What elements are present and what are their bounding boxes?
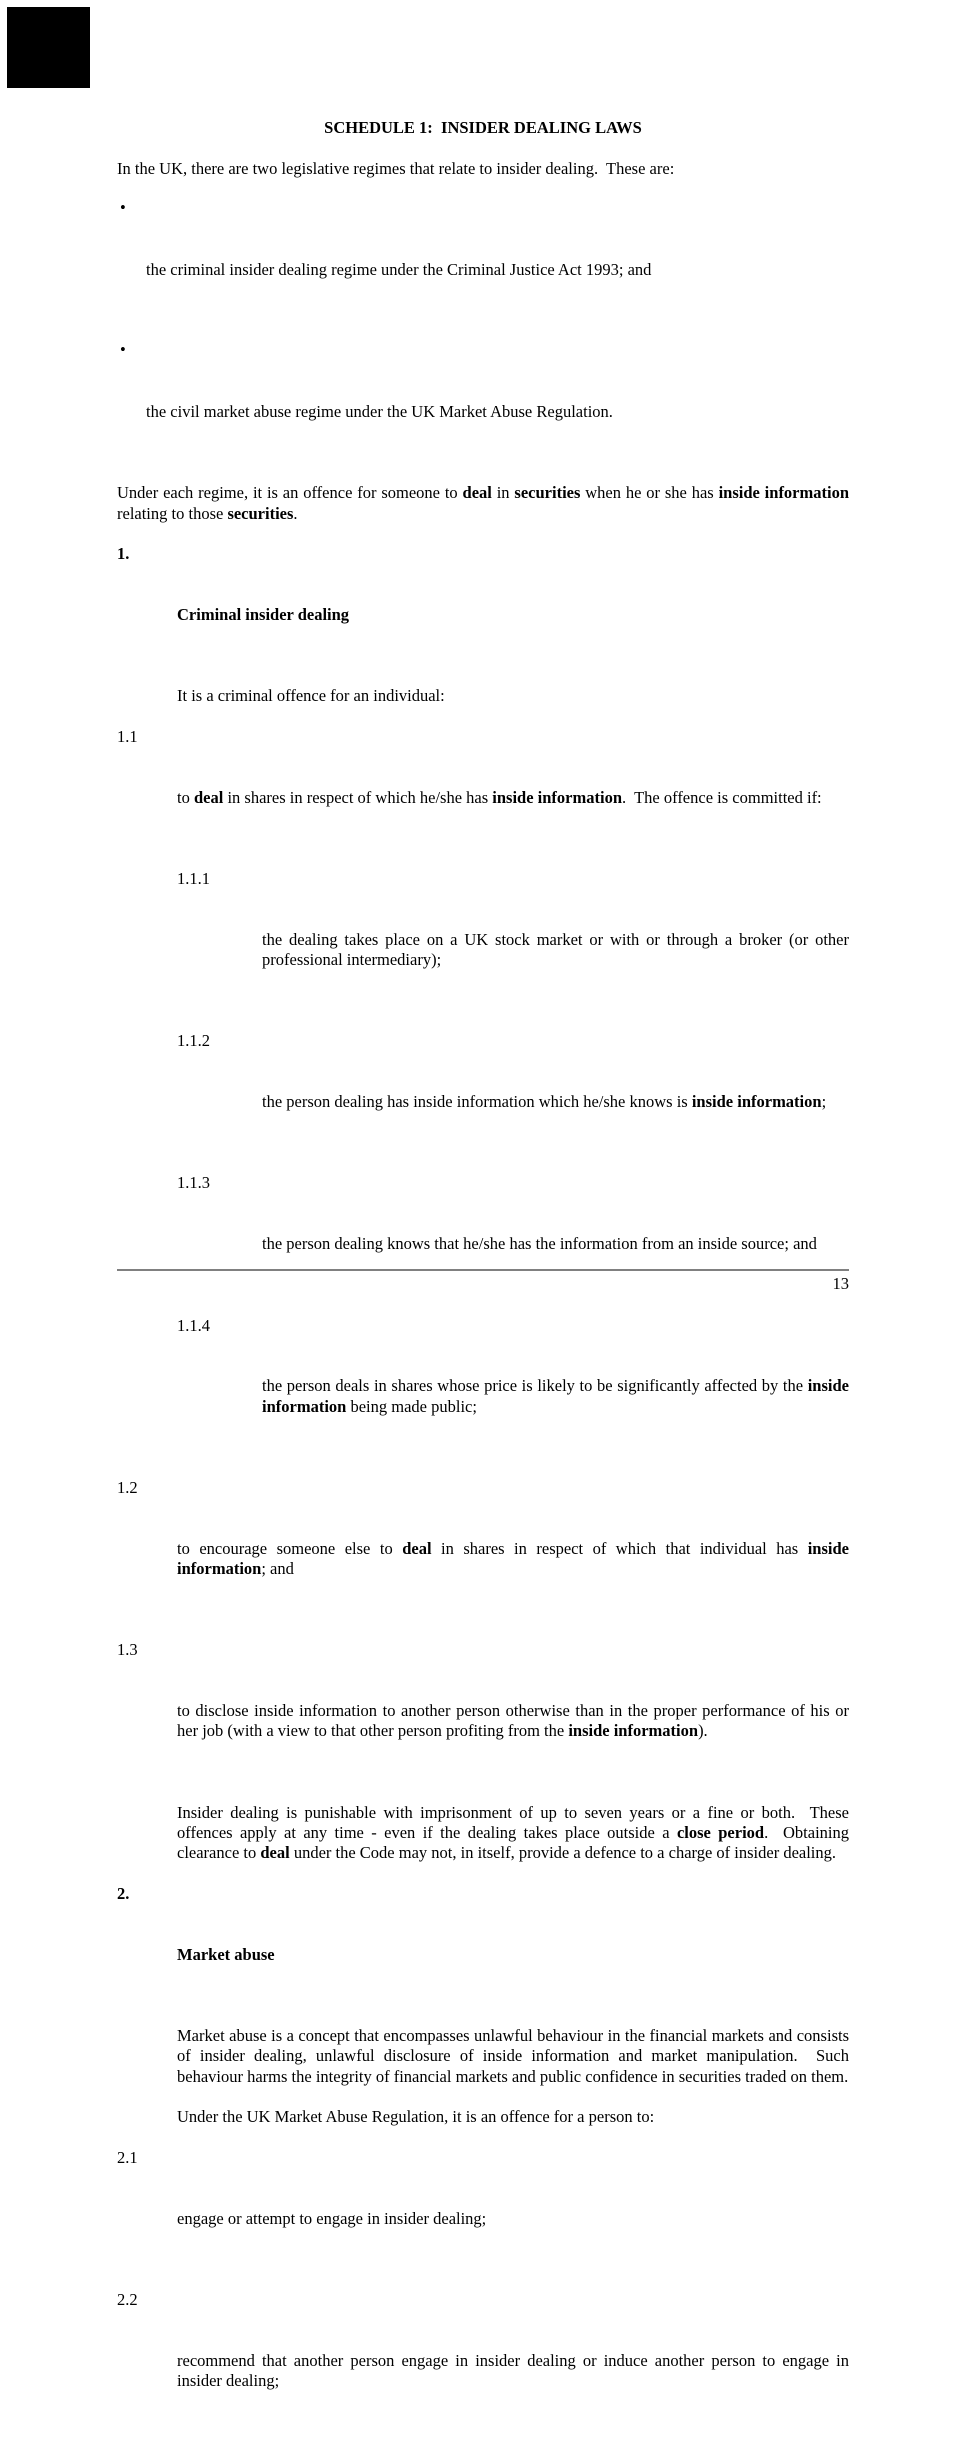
- clause-1-3: [117, 1640, 854, 1782]
- clause-1-1-2: [117, 1031, 849, 1153]
- section-1-closing-paragraph: Insider dealing is punishable with imprisonment of up to seven years or a fine or both. These offences apply at any time - even if the dealing takes place outside a close period. Obtaining clearance to deal under the Code may not, in itself, provide a defence to a charge of insider dealing.: [177, 1802, 854, 1863]
- clause-number: 1.1.4: [177, 1315, 210, 1335]
- clause-number: 1.3: [117, 1640, 138, 1660]
- clause-1-1-1: [117, 868, 854, 1011]
- clause-text: the person dealing knows that he/she has the information from an inside source; and: [262, 1234, 817, 1254]
- clause-number: 1.1.3: [177, 1173, 210, 1193]
- clause-1-1: [117, 727, 849, 849]
- section-1-heading-row: [117, 544, 849, 666]
- page-title: SCHEDULE 1: INSIDER DEALING LAWS: [324, 118, 642, 137]
- bullet-item: [117, 341, 849, 463]
- clause-number: 2.2: [117, 2289, 138, 2309]
- clause-number: 1.1.1: [177, 868, 210, 888]
- bullet-icon: •: [120, 340, 126, 360]
- regime-summary-paragraph: Under each regime, it is an offence for someone to deal in securities when he or she has inside information relating to those securities.: [117, 483, 854, 523]
- clause-1-1-4: [117, 1315, 854, 1458]
- clause-text: to deal in shares in respect of which he/she has inside information. The offence is committed if:: [177, 787, 822, 807]
- clause-text: to encourage someone else to deal in shares in respect of which that individual has inside information; and: [177, 1538, 854, 1579]
- clause-text: recommend that another person engage in insider dealing or induce another person to engage in insider dealing;: [177, 2350, 854, 2390]
- clause-1-2: [117, 1477, 854, 1620]
- clause-2-2: [117, 2289, 854, 2432]
- bullet-icon: •: [120, 198, 126, 218]
- clause-number: 1.1.2: [177, 1031, 210, 1051]
- scan-artifact-mark: [7, 7, 90, 88]
- section-2-paragraph: Under the UK Market Abuse Regulation, it is an offence for a person to:: [177, 2107, 655, 2127]
- clause-text: the dealing takes place on a UK stock market or with or through a broker (or other professional intermediary);: [262, 929, 854, 970]
- section-heading: Criminal insider dealing: [177, 605, 350, 625]
- page-number: 13: [832, 1274, 849, 1293]
- page-footer: [117, 1269, 849, 1294]
- clause-text: to disclose inside information to another person otherwise than in the proper performance of his or her job (with a view to that other person profiting from the inside information).: [177, 1701, 854, 1741]
- clause-2-1: [117, 2148, 849, 2270]
- clause-number: 1.2: [117, 1477, 138, 1497]
- clause-number: 2.1: [117, 2147, 138, 2167]
- clause-text: engage or attempt to engage in insider dealing;: [177, 2208, 487, 2228]
- bullet-item: [117, 199, 849, 321]
- clause-number: 1.1: [117, 726, 138, 746]
- bullet-text: the civil market abuse regime under the UK Market Abuse Regulation.: [146, 402, 613, 422]
- intro-paragraph: In the UK, there are two legislative regimes that relate to insider dealing. These are:: [117, 158, 675, 178]
- clause-text: the person deals in shares whose price is likely to be significantly affected by the inside information being made public;: [262, 1376, 854, 1416]
- section-2-heading-row: [117, 1884, 849, 2006]
- bullet-text: the criminal insider dealing regime under the Criminal Justice Act 1993; and: [146, 260, 652, 280]
- section-number: 2.: [117, 1883, 130, 1903]
- section-number: 1.: [117, 544, 130, 564]
- section-heading: Market abuse: [177, 1944, 275, 1964]
- section-1-intro-paragraph: It is a criminal offence for an individual:: [177, 686, 445, 706]
- section-2-paragraph: Market abuse is a concept that encompasses unlawful behaviour in the financial markets and consists of insider dealing, unlawful disclosure of inside information and market manipulation. Such behaviour harms the integrity of financial markets and public confidence in securities traded on them.: [177, 2025, 854, 2086]
- clause-text: the person dealing has inside information which he/she knows is inside information;: [262, 1092, 827, 1112]
